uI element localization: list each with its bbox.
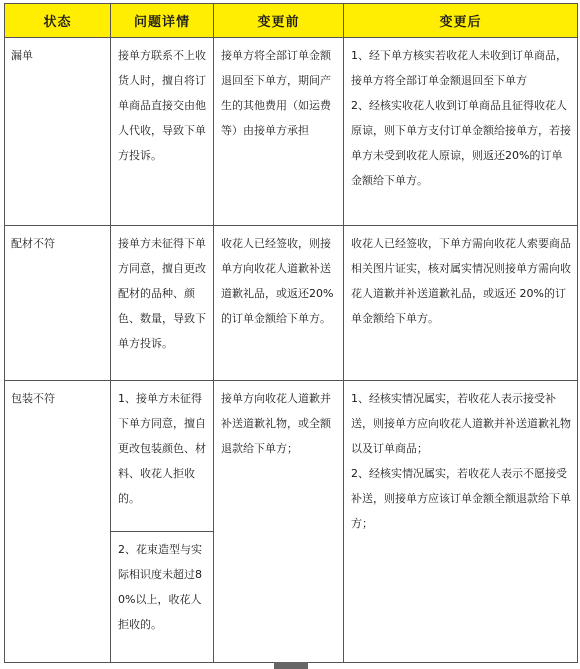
status-text: 配材不符 [11,237,55,250]
detail-cell [111,381,214,663]
after-item: 1、经核实情况属实，若收花人表示接受补送，则接单方应向收花人道歉并补送道歉礼物以及订单商品； [351,392,571,455]
before-cell [214,381,344,663]
header-before: 变更前 [214,4,344,38]
after-item: 2、经核实收花人收到订单商品且征得收花人原谅，则下单方支付订单金额给接单方，若接单方未受到收花人原谅，则返还20%的订单金额给下单方。 [351,99,571,187]
status-text: 漏单 [11,49,33,62]
before-cell [214,38,344,226]
header-after: 变更后 [344,4,578,38]
detail-text: 接单方未征得下单方同意，擅自更改配材的品种、颜色、数量，导致下单方投诉。 [118,237,206,350]
before-cell [214,226,344,381]
after-item: 2、经核实情况属实，若收花人表示不愿接受补送，则接单方应该订单金额全额退款给下单方； [351,467,571,530]
status-cell [5,381,111,663]
before-text: 接单方向收花人道歉并补送道歉礼物，或全额退款给下单方； [221,392,331,455]
table-row [5,381,578,663]
after-cell [344,38,578,226]
detail-cell [111,226,214,381]
table-row [5,38,578,226]
before-text: 接单方将全部订单金额退回至下单方，期间产生的其他费用（如运费等）由接单方承担 [221,49,331,137]
table-row [5,226,578,381]
rules-table [4,3,578,663]
status-cell [5,38,111,226]
detail-part: 1、接单方未征得下单方同意，擅自更改包装颜色、材料、收花人拒收的。 [118,392,206,505]
after-text [344,381,577,540]
after-text [344,38,577,197]
detail-part: 2、花束造型与实际相识度未超过80%以上，收花人拒收的。 [111,531,213,641]
header-row [5,4,578,38]
detail-cell [111,38,214,226]
before-text: 收花人已经签收，则接单方向收花人道歉补送道歉礼品，或返还20%的订单金额给下单方。 [221,237,334,325]
header-status: 状态 [5,4,111,38]
status-cell [5,226,111,381]
status-text: 包装不符 [11,392,55,405]
detail-text: 接单方联系不上收货人时，擅自将订单商品直接交由他人代收，导致下单方投诉。 [118,49,206,162]
after-text: 收花人已经签收，下单方需向收花人索要商品相关图片证实，核对属实情况则接单方需向收花人道歉并补送道歉礼品，或返还 20%的订单金额给下单方。 [351,237,571,325]
after-item: 1、经下单方核实若收花人未收到订单商品，接单方将全部订单金额退回至下单方 [351,49,567,87]
header-detail: 问题详情 [111,4,214,38]
bottom-edge-mark [274,662,308,669]
after-cell [344,226,578,381]
after-cell [344,381,578,663]
